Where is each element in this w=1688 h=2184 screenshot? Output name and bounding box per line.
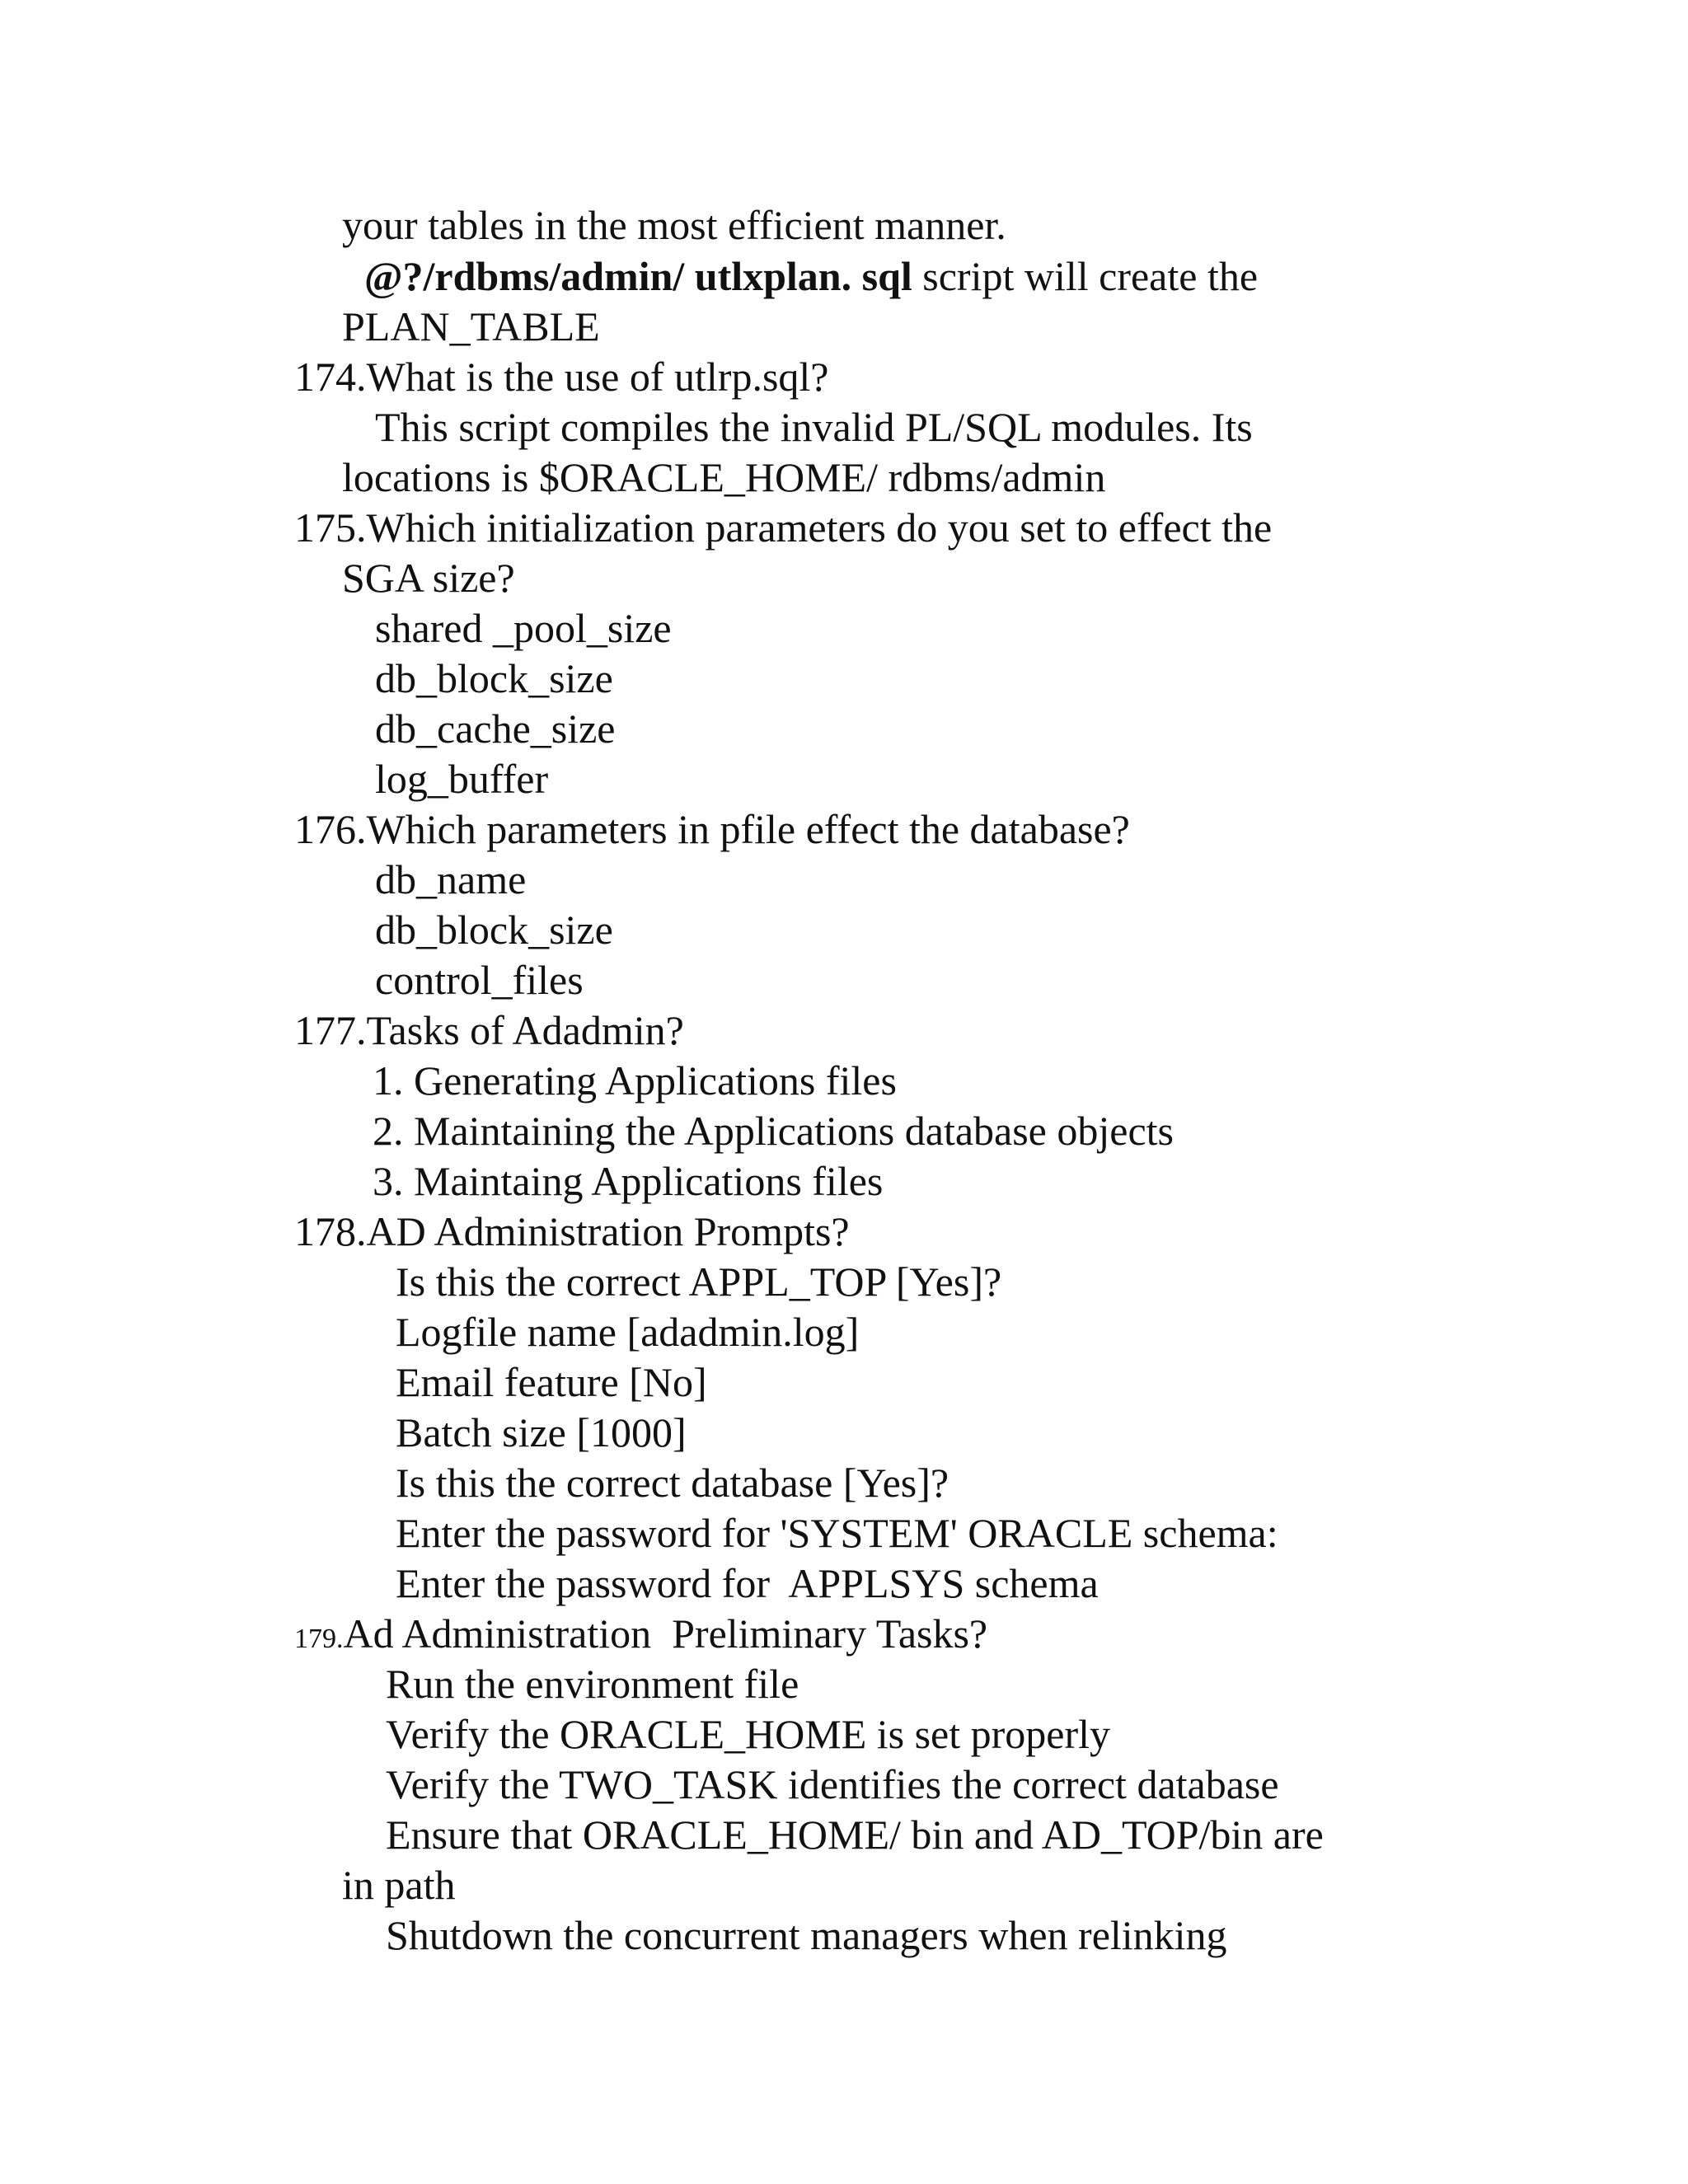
question-continuation: SGA size? <box>342 555 515 601</box>
answer-item: db_block_size <box>375 655 613 701</box>
answer-item: shared _pool_size <box>375 605 672 651</box>
answer-item: db_block_size <box>375 907 613 953</box>
question-text: Which initialization parameters do you set to effect the <box>366 504 1273 551</box>
answer-item: Is this the correct APPL_TOP [Yes]? <box>396 1258 1002 1305</box>
answer-item: Email feature [No] <box>396 1359 707 1405</box>
question-number: 176. <box>294 806 367 852</box>
question-number: 174. <box>294 354 367 400</box>
answer-item: Is this the correct database [Yes]? <box>396 1460 950 1506</box>
answer-item: db_cache_size <box>375 705 616 752</box>
question-number: 177. <box>294 1007 367 1053</box>
answer-item: Shutdown the concurrent managers when relinking <box>386 1912 1227 1958</box>
question-text: AD Administration Prompts? <box>366 1208 850 1254</box>
question-text: Ad Administration Preliminary Tasks? <box>343 1610 988 1657</box>
answer-item: Enter the password for APPLSYS schema <box>396 1560 1099 1606</box>
question-175 <box>294 503 1272 553</box>
question-178 <box>294 1207 850 1257</box>
answer-item: Batch size [1000] <box>396 1409 687 1455</box>
question-179 <box>294 1609 987 1659</box>
question-177 <box>294 1005 684 1056</box>
answer-item: Verify the ORACLE_HOME is set properly <box>386 1711 1111 1757</box>
answer-item: control_files <box>375 957 584 1003</box>
script-note: @?/rdbms/admin/ utlxplan. sql script will create the <box>364 253 1259 299</box>
answer-item: Enter the password for 'SYSTEM' ORACLE schema: <box>396 1510 1278 1556</box>
question-number: 179. <box>294 1624 344 1654</box>
script-path: @?/rdbms/admin/ utlxplan. sql <box>364 253 912 299</box>
continuation-text: your tables in the most efficient manner. <box>342 202 1006 248</box>
answer-item: db_name <box>375 856 527 902</box>
answer-text: This script compiles the invalid PL/SQL modules. Its <box>375 404 1253 450</box>
answer-item: Run the environment file <box>386 1661 799 1707</box>
answer-item: Logfile name [adadmin.log] <box>396 1309 860 1355</box>
continuation-text: PLAN_TABLE <box>342 303 600 349</box>
question-text: What is the use of utlrp.sql? <box>366 354 829 400</box>
answer-list-item: 3. Maintaing Applications files <box>373 1158 884 1204</box>
answer-list-item: 2. Maintaining the Applications database objects <box>373 1108 1174 1154</box>
answer-continuation: in path <box>342 1862 456 1908</box>
answer-text: locations is $ORACLE_HOME/ rdbms/admin <box>342 454 1106 500</box>
answer-item: Verify the TWO_TASK identifies the correct database <box>386 1761 1279 1807</box>
answer-list-item: 1. Generating Applications files <box>373 1057 897 1104</box>
question-text: Tasks of Adadmin? <box>366 1007 684 1053</box>
question-text: Which parameters in pfile effect the database? <box>366 806 1130 852</box>
question-176 <box>294 804 1130 855</box>
question-number: 175. <box>294 504 367 551</box>
question-number: 178. <box>294 1208 367 1254</box>
answer-item: Ensure that ORACLE_HOME/ bin and AD_TOP/bin are <box>386 1811 1324 1858</box>
question-174 <box>294 352 829 402</box>
answer-item: log_buffer <box>375 756 549 802</box>
